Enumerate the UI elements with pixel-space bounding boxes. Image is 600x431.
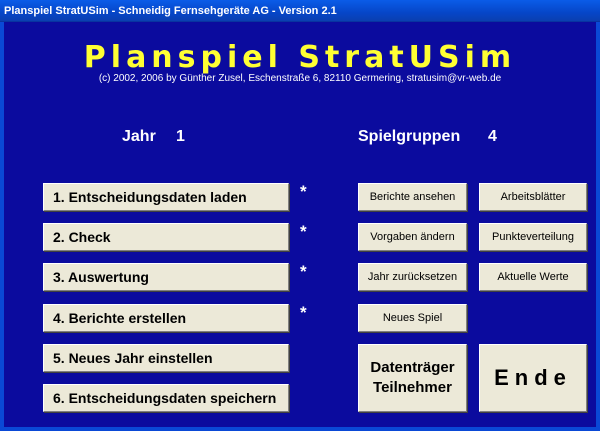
step-5-button[interactable]: 5. Neues Jahr einstellen: [43, 344, 289, 372]
spielgruppen-value: 4: [488, 128, 497, 145]
copyright-text: (c) 2002, 2006 by Günther Zusel, Eschenstraße 6, 82110 Germering, stratusim@vr-web.de: [98, 73, 502, 84]
window-frame-bottom: [0, 427, 600, 431]
step-1-button[interactable]: 1. Entscheidungsdaten laden: [43, 183, 289, 211]
arbeitsblaetter-button[interactable]: Arbeitsblätter: [479, 183, 587, 211]
jahr-label: Jahr: [122, 128, 156, 145]
step-3-marker: *: [300, 262, 307, 281]
step-6-button[interactable]: 6. Entscheidungsdaten speichern: [43, 384, 289, 412]
jahr-value: 1: [176, 128, 185, 145]
vorgaben-aendern-button[interactable]: Vorgaben ändern: [358, 223, 467, 251]
step-4-button[interactable]: 4. Berichte erstellen: [43, 304, 289, 332]
step-2-button[interactable]: 2. Check: [43, 223, 289, 251]
step-3-button[interactable]: 3. Auswertung: [43, 263, 289, 291]
jahr-zuruecksetzen-button[interactable]: Jahr zurücksetzen: [358, 263, 467, 291]
window-title-bar[interactable]: [0, 0, 600, 22]
spielgruppen-label: Spielgruppen: [358, 128, 461, 145]
datentraeger-teilnehmer-button[interactable]: Datenträger Teilnehmer: [358, 344, 467, 412]
ende-button[interactable]: Ende: [479, 344, 587, 412]
berichte-ansehen-button[interactable]: Berichte ansehen: [358, 183, 467, 211]
step-2-marker: *: [300, 222, 307, 241]
app-title: Planspiel StratUSim: [83, 40, 517, 75]
aktuelle-werte-button[interactable]: Aktuelle Werte: [479, 263, 587, 291]
punkteverteilung-button[interactable]: Punkteverteilung: [479, 223, 587, 251]
neues-spiel-button[interactable]: Neues Spiel: [358, 304, 467, 332]
step-1-marker: *: [300, 182, 307, 201]
window-title: Planspiel StratUSim - Schneidig Fernsehgeräte AG - Version 2.1: [4, 5, 337, 17]
step-4-marker: *: [300, 303, 307, 322]
